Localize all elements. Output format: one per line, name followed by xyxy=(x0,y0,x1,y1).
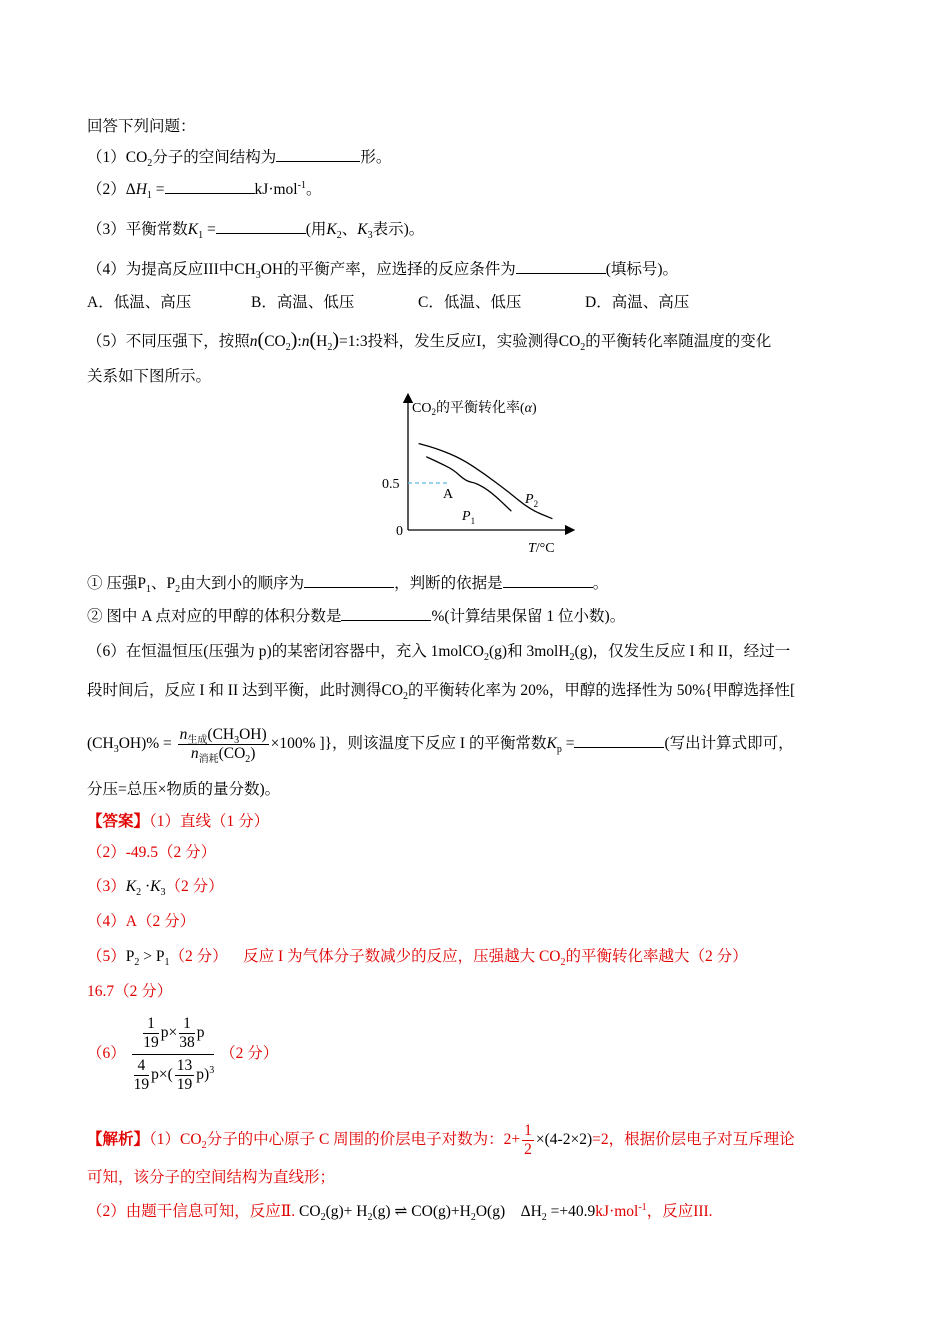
question-6-line2: 段时间后，反应 I 和 II 达到平衡，此时测得$CO_2$的平衡转化率为 20%，甲醇的选择性为 50%{甲醇选择性[ xyxy=(87,682,796,703)
option-d: D．高温、高压 xyxy=(585,294,690,311)
kp-expression: $\frac{1}{19}$ p× $\frac{1}{38}$ p $\frac{4}{19}$ p×( $\frac{13}{19}$ p)$^3$ xyxy=(133,1015,215,1093)
option-c: C．低温、低压 xyxy=(418,294,522,311)
question-6-line4: 分压=总压×物质的量分数)。 xyxy=(87,781,281,798)
question-5-2: ② 图中 A 点对应的甲醇的体积分数是 %(计算结果保留 1 位小数)。 xyxy=(87,608,626,625)
answer-2: （2）-49.5（2 分） xyxy=(87,844,217,861)
answer-blank xyxy=(503,573,593,588)
x-axis-label: T/°C xyxy=(528,541,555,556)
answer-5: $(5)P_2 > P_1(2$ 分） 反应 I 为气体分子数减少的反应，压强越大 $CO_2$的平衡转化率越大（2 分） xyxy=(87,948,748,969)
question-1: $(1)CO_2$分子的空间结构为 形。 xyxy=(87,149,392,170)
answer-1: 【答案】（1）直线（1 分） xyxy=(87,813,270,830)
analysis-line1: 【解析】$(1)CO_2$分子的中心原子 C 周围的价层电子对数为：2+ $\frac{1}{2}$ ×(4-2×2)=2，根据价层电子对互斥理论 xyxy=(87,1121,795,1158)
option-b: B．高温、低压 xyxy=(251,294,355,311)
option-a: A．低温、高压 xyxy=(87,294,192,311)
answer-blank xyxy=(276,147,360,162)
series-p1-label: $P_1$ xyxy=(462,509,476,526)
series-p2-label: $P_2$ xyxy=(525,492,539,509)
question-3: （3）平衡常数$K_1$ = (用$K_2$、$K_3$表示)。 xyxy=(87,221,425,242)
question-5-line2: 关系如下图所示。 xyxy=(87,368,212,385)
question-6-line1: （6）在恒温恒压(压强为 p)的某密闭容器中，充入 1molCO$_2$(g)和 3molH$_2$(g)，仅发生反应 I 和 II，经过一 xyxy=(87,643,791,664)
question-4: （4）为提高反应III中$CH_3OH$的平衡产率，应选择的反应条件为 (填标号)。 xyxy=(87,261,679,282)
y-axis-label: $CO_2$的平衡转化率(α) xyxy=(412,401,537,417)
question-6-line3: $(CH_3OH)\%$ = $\frac{n_{生成}(CH_3OH)}{n_{消耗}(CO_2)}$ ×100% ]}，则该温度下反应 I 的平衡常数$K_p$ = (写出计算式即可， xyxy=(87,725,794,766)
answer-blank xyxy=(516,259,606,274)
answer-blank xyxy=(341,606,431,621)
selectivity-fraction: $\frac{n_{生成}(CH_3OH)}{n_{消耗}(CO_2)}$ xyxy=(179,725,267,766)
answer-6: （6） $\frac{1}{19}$ p× $\frac{1}{38}$ p $\frac{4}{19}$ p×( $\frac{13}{19}$ p)$^3$ （2 分） xyxy=(87,1015,279,1093)
conversion-chart xyxy=(370,390,580,560)
series-p2-line xyxy=(419,444,553,519)
question-2: $(2)\Delta H_1 = kJ\cdot mol^{-1}$。 xyxy=(87,179,322,202)
answer-5b: 16.7（2 分） xyxy=(87,983,173,1000)
point-a-label: A xyxy=(443,487,454,502)
answer-blank xyxy=(216,219,306,234)
question-5: （5）不同压强下，按照$n(CO_2):n(H_2)=1:3$投料，发生反应I，实验测得$CO_2$的平衡转化率随温度的变化 xyxy=(87,329,772,354)
answer-4: （4）A（2 分） xyxy=(87,913,196,930)
answer-blank xyxy=(574,733,664,748)
question-5-1: ① 压强$P_1$、$P_2$由大到小的顺序为 ，判断的依据是 。 xyxy=(87,575,609,596)
answer-blank xyxy=(304,573,394,588)
answer-blank xyxy=(165,179,255,194)
y-tick-0.5: 0.5 xyxy=(382,477,400,492)
answer-3: $(3)K_2 \cdot K_3(2$ 分） xyxy=(87,878,224,899)
analysis-line3: （2）由题干信息可知，反应Ⅱ. $CO_2(g)+ H_2(g)$ ⇌ $CO(g)+H_2O(g)$ $\Delta H_2 =+40.9kJ\cdot mol^{-1}$，反应III. xyxy=(87,1201,713,1224)
intro: 回答下列问题： xyxy=(87,118,196,135)
analysis-line2: 可知，该分子的空间结构为直线形； xyxy=(87,1169,336,1186)
origin-label: 0 xyxy=(396,524,403,539)
